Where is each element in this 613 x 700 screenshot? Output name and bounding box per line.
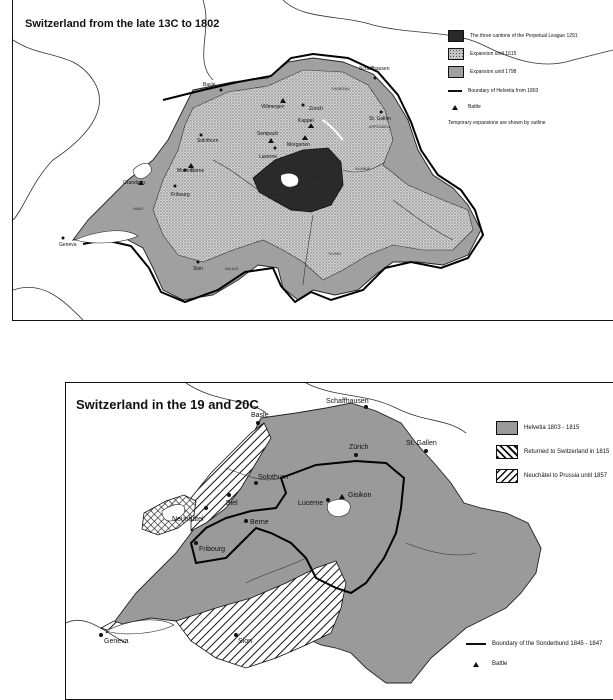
label-basle: Basle	[203, 82, 216, 88]
legend-neuchatel	[496, 469, 607, 483]
legend-helvetia-label: Helvetia 1803 - 1815	[524, 425, 580, 431]
swatch-expansion-1515	[448, 48, 464, 60]
label-zurich: Zürich	[309, 106, 323, 112]
marker-schaffhausen	[374, 77, 377, 80]
surrounding-border	[13, 287, 83, 320]
label-villmergen: Villmergen	[261, 104, 285, 110]
label-sion: Sion	[193, 266, 204, 272]
battle-triangle-icon	[473, 662, 479, 667]
map2-title: Switzerland in the 19 and 20C	[76, 397, 259, 412]
map-19-and-20c	[65, 382, 613, 700]
map-late-13c-to-1802	[12, 0, 613, 321]
legend-returned	[496, 445, 609, 459]
label-glarus: GLARUS	[355, 167, 371, 171]
swatch-helvetia	[496, 421, 518, 435]
legend-boundary-1803-label: Boundary of Helvetia from 1803	[468, 88, 539, 94]
label-appenzell: APPENZELL	[369, 125, 392, 129]
legend-sonderbund-label: Boundary of the Sonderbund 1845 - 1847	[492, 641, 603, 647]
marker-geneva	[99, 633, 103, 637]
legend-helvetia	[496, 421, 579, 435]
marker-lucerne	[274, 147, 277, 150]
marker-berne	[244, 519, 248, 523]
label-biel: Biel	[226, 500, 238, 507]
legend-battle-2-label: Battle	[492, 661, 508, 667]
legend-note-label: Temporary expansions are shown by outline	[448, 120, 546, 126]
label-fribourg: Fribourg	[171, 192, 190, 198]
marker-lucerne	[326, 498, 330, 502]
label-schaffhausen: Schaffhausen	[359, 66, 390, 72]
surrounding-border	[203, 0, 213, 80]
label-st-gallen: St. Gallen	[406, 440, 437, 447]
swatch-returned	[496, 445, 518, 459]
label-geneva: Geneva	[59, 242, 77, 248]
label-uri: URI	[309, 175, 316, 179]
legend-returned-label: Returned to Switzerland in 1815	[524, 449, 610, 455]
label-neuchatel: Neuchâtel	[172, 516, 204, 523]
label-valais: VALAIS	[225, 267, 239, 271]
marker-st-gallen	[424, 449, 428, 453]
label-st-gallen: St. Gallen	[369, 116, 391, 122]
label-fribourg: Fribourg	[199, 546, 226, 553]
lake-lucerne	[327, 499, 350, 516]
marker-fribourg	[194, 541, 198, 545]
marker-basle	[220, 89, 223, 92]
label-geneva: Geneva	[104, 638, 129, 645]
swatch-three-cantons	[448, 30, 464, 42]
label-ticino: TICINO	[328, 252, 342, 256]
label-lucerne: Lucerne	[298, 500, 324, 507]
marker-zurich	[302, 104, 305, 107]
swatch-boundary-line	[448, 90, 462, 92]
marker-sion	[197, 261, 200, 264]
legend-battle-label: Battle	[468, 104, 481, 110]
marker-schaffhausen	[364, 405, 368, 409]
surrounding-border	[13, 40, 99, 220]
label-vaud: VAUD	[133, 207, 144, 211]
label-solothurn: Solothurn	[258, 474, 288, 481]
marker-biel	[227, 493, 231, 497]
legend-boundary-1803	[448, 88, 538, 94]
label-zug: ZUG	[311, 151, 319, 155]
battle-triangle-icon	[452, 105, 458, 110]
legend-expansion-1515-label: Expansion until 1515	[470, 51, 517, 57]
label-berne: Berne	[191, 168, 205, 174]
legend-three-cantons	[448, 30, 578, 42]
legend-neuchatel-label: Neuchâtel to Prussia until 1857	[524, 473, 608, 479]
legend-sonderbund	[466, 641, 602, 647]
label-thurgau: THURGAU	[331, 87, 350, 91]
label-zurich: Zürich	[349, 444, 369, 451]
map1-title: Switzerland from the late 13C to 1802	[25, 18, 220, 30]
label-gisikon: Gisikon	[348, 492, 372, 499]
label-solothurn: Solothurn	[197, 138, 219, 144]
map1-svg	[13, 0, 613, 320]
legend-battle	[448, 104, 481, 110]
legend-battle-2	[466, 661, 507, 667]
legend-expansion-1798-label: Expansion until 1798	[470, 69, 517, 75]
marker-st-gallen	[380, 111, 383, 114]
legend-expansion-1515	[448, 48, 516, 60]
label-sempach: Sempach	[257, 131, 279, 137]
marker-solothurn	[254, 481, 258, 485]
label-kappel: Kappel	[298, 118, 314, 124]
swatch-expansion-1798	[448, 66, 464, 78]
label-murten: Murten	[177, 168, 193, 174]
marker-fribourg	[174, 185, 177, 188]
label-sion: Sion	[238, 638, 253, 645]
marker-neuchatel	[204, 506, 208, 510]
swatch-sonderbund-line	[466, 643, 486, 645]
label-morgarten: Morgarten	[287, 142, 310, 148]
label-lucerne: Lucerne	[259, 154, 278, 160]
marker-basle	[256, 421, 260, 425]
marker-solothurn	[200, 134, 203, 137]
legend-expansion-1798	[448, 66, 516, 78]
label-berne: Berne	[250, 519, 269, 526]
lake-lucerne	[281, 173, 299, 187]
marker-zurich	[354, 453, 358, 457]
label-basle: Basle	[251, 412, 269, 419]
legend-note	[448, 120, 546, 126]
marker-geneva	[62, 237, 65, 240]
legend-three-cantons-label: The three cantons of the Perpetual League 1291	[470, 33, 578, 39]
marker-sion	[234, 633, 238, 637]
swatch-neuchatel	[496, 469, 518, 483]
label-grandson: Grandson	[123, 180, 145, 186]
label-schaffhausen: Schaffhausen	[326, 398, 369, 405]
